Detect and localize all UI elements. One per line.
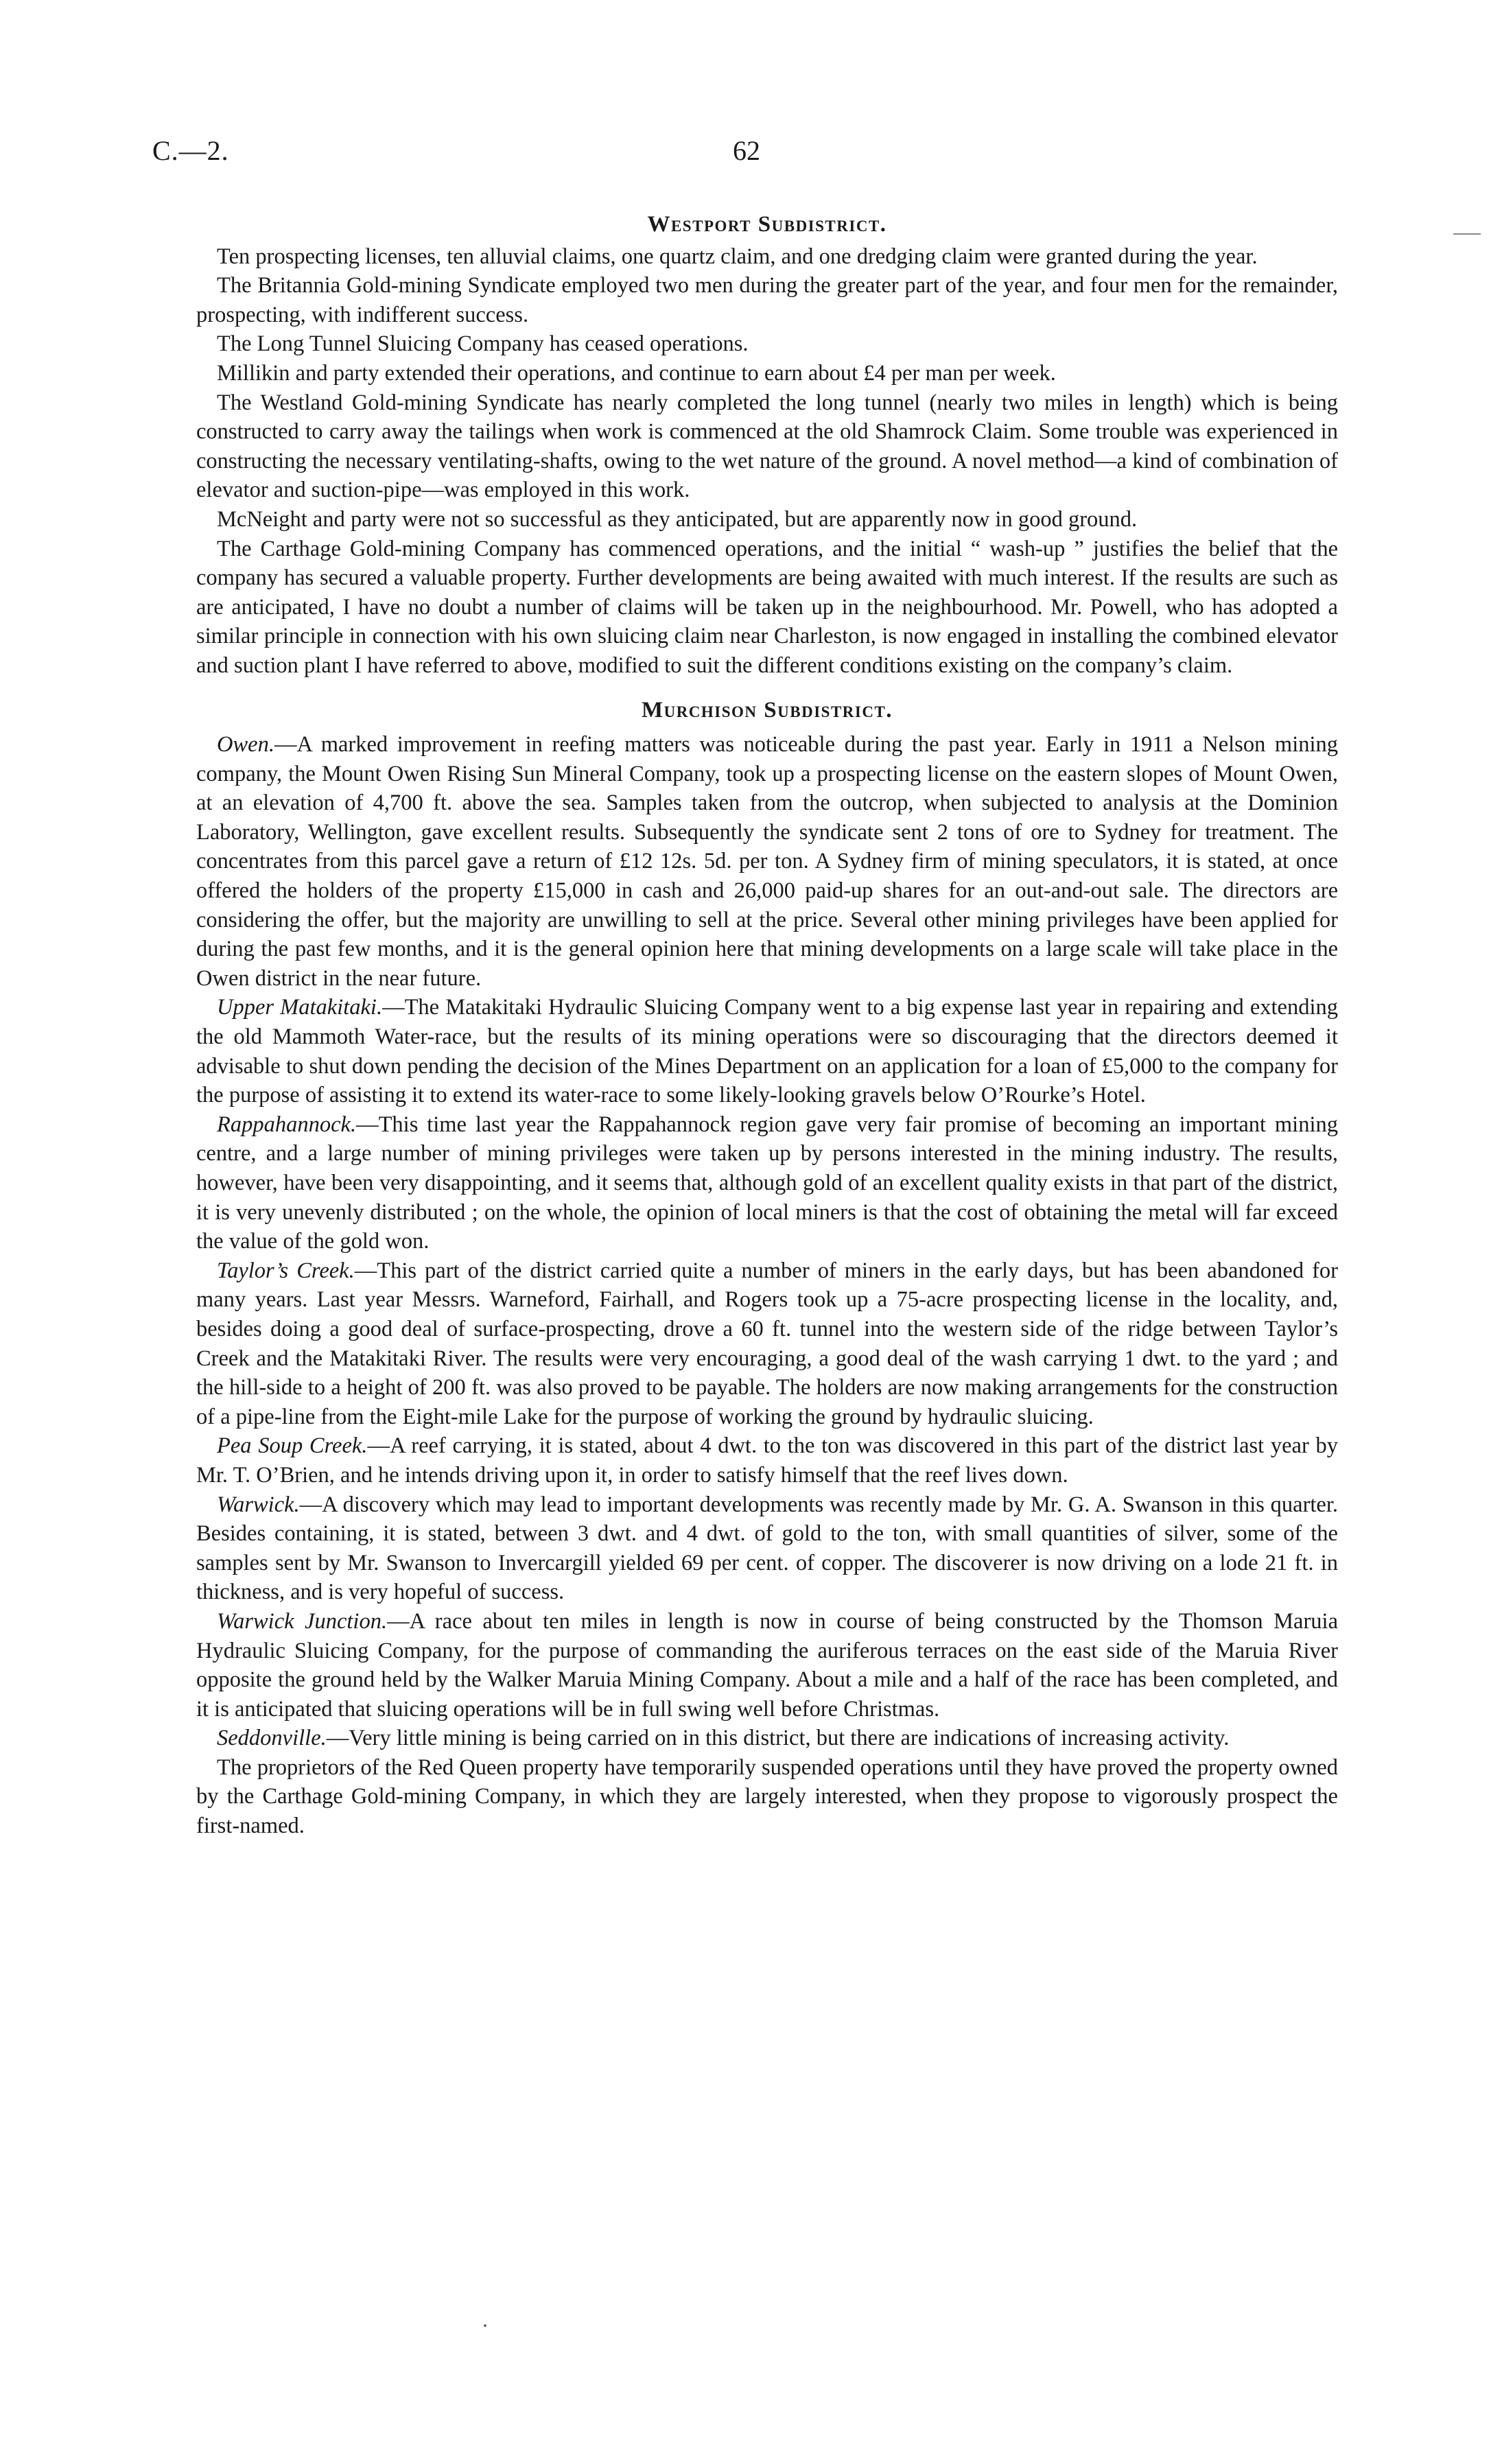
section-paragraph-taylors-creek: [196, 1256, 1338, 1432]
section-title: Owen.: [217, 732, 274, 758]
section-title: Upper Matakitaki.: [217, 995, 383, 1020]
section-text: —This part of the district carried quite a number of miners in the early days, but has been abandoned for many years. Last year Messrs. Warneford, Fairhall, and Rogers took up a 75-acre prospecting license in the locality, and, besides doing a good deal of surface-prospecting, drove a 60 ft. tunnel into the western side of the ridge between Taylor’s Creek and the Matakitaki River. The results were very encouraging, a good deal of the wash carrying 1 dwt. to the yard ; and the hill-side to a height of 200 ft. was also proved to be payable. The holders are now making arrangements for the construction of a pipe-line from the Eight-mile Lake for the purpose of working the ground by hydraulic sluicing.: [196, 1258, 1338, 1429]
section-title: Seddonville.: [217, 1726, 327, 1751]
section-title: Pea Soup Creek.: [217, 1433, 368, 1459]
paragraph: Millikin and party extended their operations, and continue to earn about £4 per man per week.: [217, 360, 1056, 386]
westport-heading: Westport Subdistrict.: [647, 212, 887, 237]
section-paragraph-warwick-junction: [196, 1607, 1338, 1724]
section-text: —A discovery which may lead to important developments was recently made by Mr. G. A. Swanson in this quarter. Besides containing, it is stated, between 3 dwt. and 4 dwt. of gold to the ton, with small quantities of silver, some of the samples sent by Mr. Swanson to Invercargill yielded 69 per cent. of copper. The discoverer is now driving on a lode 21 ft. in thickness, and is very hopeful of success.: [196, 1492, 1338, 1605]
section-paragraph-pea-soup-creek: [196, 1431, 1338, 1490]
section-paragraph-seddonville: [196, 1724, 1338, 1753]
murchison-heading: Murchison Subdistrict.: [641, 697, 893, 723]
section-title: Rappahannock.: [217, 1112, 357, 1137]
paragraph: The Westland Gold-mining Syndicate has nearly completed the long tunnel (nearly two miles in length) which is being constructed to carry away the tailings when work is commenced at the old Shamrock Claim. Some trouble was experienced in constructing the necessary ventilating-shafts, owing to the wet nature of the ground. A novel method—a kind of combination of elevator and suction-pipe—was employed in this work.: [196, 390, 1338, 503]
paragraph: Ten prospecting licenses, ten alluvial claims, one quartz claim, and one dredging claim were granted during the year.: [217, 244, 1258, 269]
paragraph: The Carthage Gold-mining Company has commenced operations, and the initial “ wash-up ” justifies the belief that the company has secured a valuable property. Further developments are being awaited with much interest. If the results are such as are anticipated, I have no doubt a number of claims will be taken up in the neighbourhood. Mr. Powell, who has adopted a similar principle in connection with his own sluicing claim near Charleston, is now engaged in installing the combined elevator and suction plant I have referred to above, modified to suit the different conditions existing on the company’s claim.: [196, 536, 1338, 678]
section-paragraph-upper-matakitaki: [196, 993, 1338, 1110]
page-number: 62: [733, 135, 760, 166]
paragraph: The Long Tunnel Sluicing Company has ceased operations.: [217, 331, 749, 357]
section-paragraph-owen: [196, 730, 1338, 993]
section-paragraph-rappahannock: [196, 1110, 1338, 1256]
closing-paragraph: The proprietors of the Red Queen property have temporarily suspended operations until they have proved the property owned by the Carthage Gold-mining Company, in which they are largely interested, when they propose to vigorously prospect the first-named.: [196, 1755, 1338, 1839]
section-text: —Very little mining is being carried on in this district, but there are indications of increasing activity.: [326, 1726, 1230, 1751]
section-text: —A marked improvement in reefing matters was noticeable during the past year. Early in 1911 a Nelson mining company, the Mount Owen Rising Sun Mineral Company, took up a prospecting license on the eastern slopes of Mount Owen, at an elevation of 4,700 ft. above the sea. Samples taken from the outcrop, when subjected to analysis at the Dominion Laboratory, Wellington, gave excellent results. Subsequently the syndicate sent 2 tons of ore to Sydney for treatment. The concentrates from this parcel gave a return of £12 12s. 5d. per ton. A Sydney firm of mining speculators, it is stated, at once offered the holders of the property £15,000 in cash and 26,000 paid-up shares for an out-and-out sale. The directors are considering the offer, but the majority are unwilling to sell at the price. Several other mining privileges have been applied for during the past few months, and it is the general opinion here that mining developments on a large scale will take place in the Owen district in the near future.: [196, 732, 1338, 991]
section-title: Warwick.: [217, 1492, 300, 1517]
paragraph: McNeight and party were not so successful as they anticipated, but are apparently now in good ground.: [217, 506, 1138, 532]
document-reference: C.—2.: [152, 135, 229, 166]
section-text: —This time last year the Rappahannock region gave very fair promise of becoming an important mining centre, and a large number of mining privileges were taken up by persons interested in the mining industry. The results, however, have been very disappointing, and it seems that, although gold of an excellent quality exists in that part of the district, it is very unevenly distributed ; on the whole, the opinion of local miners is that the cost of obtaining the metal will far exceed the value of the gold won.: [196, 1112, 1338, 1254]
stray-mark: ·: [482, 2314, 489, 2337]
section-text: —The Matakitaki Hydraulic Sluicing Company went to a big expense last year in repairing and extending the old Mammoth Water-race, but the results of its mining operations were so discouraging that the directors deemed it advisable to shut down pending the decision of the Mines Department on an application for a loan of £5,000 to the company for the purpose of assisting it to extend its water-race to some likely-looking gravels below O’Rourke’s Hotel.: [196, 995, 1339, 1108]
section-text: —A race about ten miles in length is now in course of being constructed by the Thomson Maruia Hydraulic Sluicing Company, for the purpose of commanding the auriferous terraces on the east side of the Maruia River opposite the ground held by the Walker Maruia Mining Company. About a mile and a half of the race has been completed, and it is anticipated that sluicing operations will be in full swing well before Christmas.: [196, 1608, 1339, 1722]
paragraph: The Britannia Gold-mining Syndicate employed two men during the greater part of the year, and four men for the remainder, prospecting, with indifferent success.: [196, 273, 1338, 327]
section-title: Warwick Junction.: [217, 1608, 388, 1634]
margin-mark: [1453, 233, 1481, 235]
report-body: [196, 210, 1338, 1841]
section-title: Taylor’s Creek.: [217, 1258, 355, 1283]
section-paragraph-warwick: [196, 1490, 1338, 1607]
section-text: —A reef carrying, it is stated, about 4 dwt. to the ton was discovered in this part of the district last year by Mr. T. O’Brien, and he intends driving upon it, in order to satisfy himself that the reef lives down.: [196, 1433, 1338, 1488]
